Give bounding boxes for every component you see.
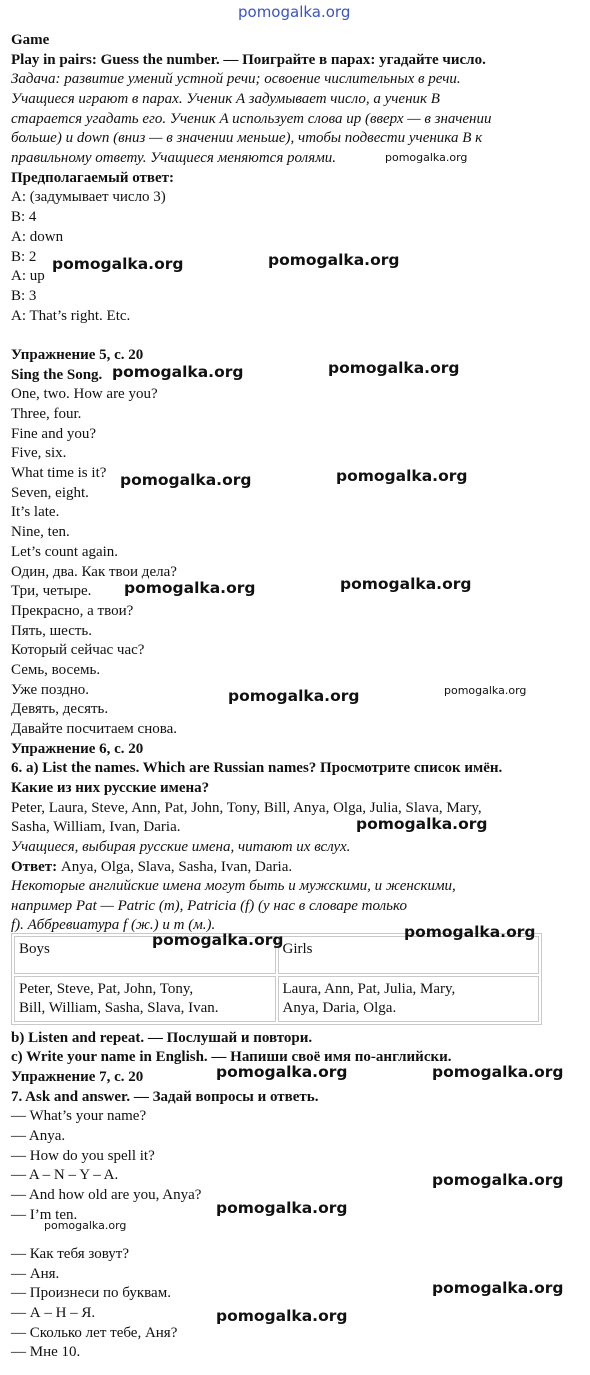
dialogue-ru-line: — А – Н – Я. xyxy=(11,1305,96,1321)
song-line: Девять, десять. xyxy=(11,701,109,717)
dialogue-line: B: 3 xyxy=(11,288,37,304)
ex6-note-line: например Pat — Patric (m), Patricia (f) (у нас в словаре только xyxy=(11,898,407,914)
boys-cell xyxy=(14,976,276,1022)
answer-label: Ответ: xyxy=(11,859,58,875)
song-line: Семь, восемь. xyxy=(11,662,101,678)
song-line: Fine and you? xyxy=(11,426,96,442)
watermark: pomogalka.org xyxy=(336,467,468,485)
game-heading: Game xyxy=(11,32,50,48)
dialogue-en-line: — What’s your name? xyxy=(11,1108,147,1124)
boys-line: Bill, William, Sasha, Slava, Ivan. xyxy=(19,1000,219,1016)
song-line: Прекрасно, а твои? xyxy=(11,603,134,619)
watermark: pomogalka.org xyxy=(432,1063,564,1081)
ex6-task-b: b) Listen and repeat. — Послушай и повтори. xyxy=(11,1030,313,1046)
song-line: Давайте посчитаем снова. xyxy=(11,721,178,737)
girls-line: Anya, Daria, Olga. xyxy=(282,1000,397,1016)
watermark: pomogalka.org xyxy=(328,359,460,377)
dialogue-line: A: (задумывает число 3) xyxy=(11,189,166,205)
site-header[interactable]: pomogalka.org xyxy=(238,3,351,21)
table-row xyxy=(14,976,539,1022)
song-line: It’s late. xyxy=(11,504,60,520)
table-header-boys: Boys xyxy=(14,936,276,974)
ex6-note-line: f). Аббревиатура f (ж.) и m (м.). xyxy=(11,917,216,933)
watermark: pomogalka.org xyxy=(444,684,527,697)
ex5-task: Sing the Song. xyxy=(11,367,103,383)
game-description-line: Учащиеся играют в парах. Ученик A задумывает число, а ученик B xyxy=(11,91,440,107)
song-line: Один, два. Как твои дела? xyxy=(11,564,177,580)
ex5-heading: Упражнение 5, с. 20 xyxy=(11,347,144,363)
watermark: pomogalka.org xyxy=(228,687,360,705)
watermark: pomogalka.org xyxy=(356,815,488,833)
game-description-line: старается угадать его. Ученик A использует слова up (вверх — в значении xyxy=(11,111,492,127)
ex7-task: 7. Ask and answer. — Задай вопросы и ответь. xyxy=(11,1089,319,1105)
game-answer-heading: Предполагаемый ответ: xyxy=(11,170,175,186)
dialogue-line: B: 2 xyxy=(11,249,37,265)
watermark: pomogalka.org xyxy=(152,931,284,949)
table-header-girls: Girls xyxy=(278,936,540,974)
girls-cell xyxy=(278,976,540,1022)
dialogue-ru-line: — Произнеси по буквам. xyxy=(11,1285,171,1301)
boys-line: Peter, Steve, Pat, John, Tony, xyxy=(19,981,194,997)
dialogue-line: A: up xyxy=(11,268,45,284)
ex6-instruction: Учащиеся, выбирая русские имена, читают их вслух. xyxy=(11,839,351,855)
watermark: pomogalka.org xyxy=(216,1063,348,1081)
watermark: pomogalka.org xyxy=(44,1219,127,1232)
watermark: pomogalka.org xyxy=(216,1307,348,1325)
watermark: pomogalka.org xyxy=(124,579,256,597)
watermark: pomogalka.org xyxy=(52,255,184,273)
ex6-heading: Упражнение 6, с. 20 xyxy=(11,741,144,757)
ex7-heading: Упражнение 7, с. 20 xyxy=(11,1069,144,1085)
game-description-line: больше) и down (вниз — в значении меньше), чтобы подвести ученика B к xyxy=(11,130,483,146)
watermark: pomogalka.org xyxy=(120,471,252,489)
dialogue-ru-line: — Мне 10. xyxy=(11,1344,81,1360)
watermark: pomogalka.org xyxy=(112,363,244,381)
song-line: What time is it? xyxy=(11,465,107,481)
girls-line: Laura, Ann, Pat, Julia, Mary, xyxy=(282,981,456,997)
song-line: Three, four. xyxy=(11,406,82,422)
song-line: Пять, шесть. xyxy=(11,623,93,639)
game-description-line: правильному ответу. Учащиеся меняются ролями. xyxy=(11,150,337,166)
names-list-line: Sasha, William, Ivan, Daria. xyxy=(11,819,181,835)
dialogue-line: B: 4 xyxy=(11,209,37,225)
names-list-line: Peter, Laura, Steve, Ann, Pat, John, Tony, Bill, Anya, Olga, Julia, Slava, Mary, xyxy=(11,800,482,816)
song-line: Seven, eight. xyxy=(11,485,89,501)
song-line: Nine, ten. xyxy=(11,524,70,540)
dialogue-ru-line: — Аня. xyxy=(11,1266,60,1282)
ex6-task-a-line: Какие из них русские имена? xyxy=(11,780,210,796)
dialogue-en-line: — And how old are you, Anya? xyxy=(11,1187,202,1203)
watermark: pomogalka.org xyxy=(404,923,536,941)
dialogue-line: A: down xyxy=(11,229,64,245)
ex6-answer xyxy=(11,858,292,876)
game-task-title: Play in pairs: Guess the number. — Поиграйте в парах: угадайте число. xyxy=(11,52,486,68)
song-line: One, two. How are you? xyxy=(11,386,158,402)
watermark: pomogalka.org xyxy=(216,1199,348,1217)
dialogue-en-line: — How do you spell it? xyxy=(11,1148,155,1164)
dialogue-en-line: — A – N – Y – A. xyxy=(11,1167,119,1183)
game-description-line: Задача: развитие умений устной речи; освоение числительных в речи. xyxy=(11,71,461,87)
ex6-note-line: Некоторые английские имена могут быть и мужскими, и женскими, xyxy=(11,878,456,894)
dialogue-ru-line: — Как тебя зовут? xyxy=(11,1246,129,1262)
ex6-task-c: c) Write your name in English. — Напиши своё имя по-английски. xyxy=(11,1049,452,1065)
ex6-task-a-line: 6. a) List the names. Which are Russian names? Просмотрите список имён. xyxy=(11,760,503,776)
song-line: Уже поздно. xyxy=(11,682,89,698)
dialogue-ru-line: — Сколько лет тебе, Аня? xyxy=(11,1325,178,1341)
song-line: Let’s count again. xyxy=(11,544,119,560)
dialogue-en-line: — Anya. xyxy=(11,1128,66,1144)
watermark: pomogalka.org xyxy=(268,251,400,269)
answer-text: Anya, Olga, Slava, Sasha, Ivan, Daria. xyxy=(57,859,293,875)
watermark: pomogalka.org xyxy=(432,1171,564,1189)
dialogue-line: A: That’s right. Etc. xyxy=(11,308,131,324)
watermark: pomogalka.org xyxy=(385,151,468,164)
song-line: Который сейчас час? xyxy=(11,642,145,658)
dialogue-en-line: — I’m ten. xyxy=(11,1207,78,1223)
song-line: Три, четыре. xyxy=(11,583,92,599)
watermark: pomogalka.org xyxy=(340,575,472,593)
watermark: pomogalka.org xyxy=(432,1279,564,1297)
song-line: Five, six. xyxy=(11,445,67,461)
